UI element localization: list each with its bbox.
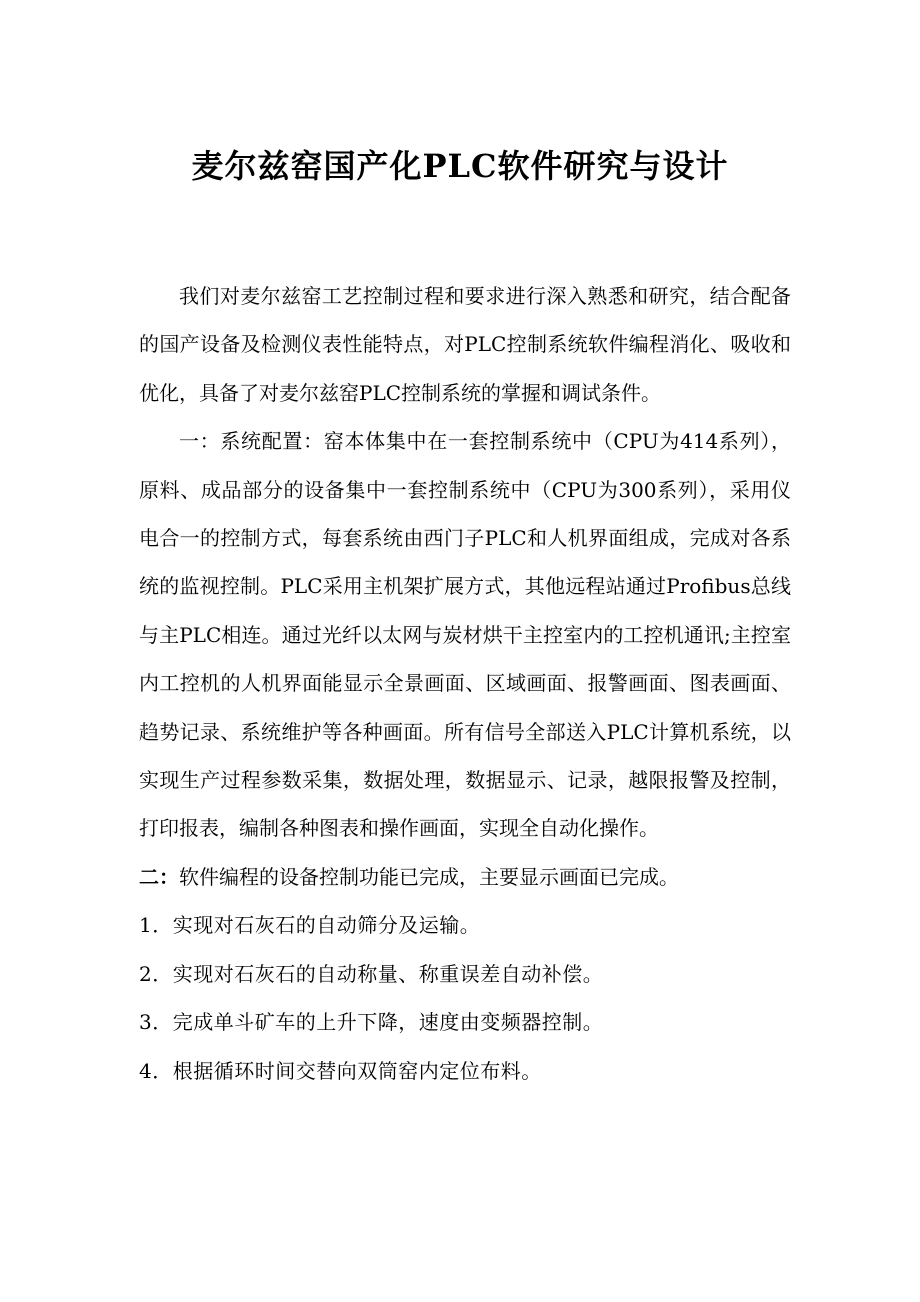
list-item: 4．根据循环时间交替向双筒窑内定位布料。 xyxy=(139,1058,542,1083)
document-title: 麦尔兹窑国产化PLC软件研究与设计 xyxy=(191,147,729,185)
list-item: 3．完成单斗矿车的上升下降，速度由变频器控制。 xyxy=(139,1010,604,1035)
list-item: 2．实现对石灰石的自动称量、称重误差自动补偿。 xyxy=(139,961,604,986)
section-heading-text: 软件编程的设备控制功能已完成，主要显示画面已完成。 xyxy=(179,864,679,889)
system-config-paragraph: 一：系统配置：窑本体集中在一套控制系统中（CPU为414系列），原料、成品部分的设备集中一套控制系统中（CPU为300系列），采用仪电合一的控制方式，每套系统由西门子PLC和人机界面组成，完成对各系统的监视控制。PLC采用主机架扩展方式，其他远程站通过Profibus总线与主PLC相连。通过光纤以太网与炭材烘干主控室内的工控机通讯;主控室内工控机的人机界面能显示全景画面、区域画面、报警画面、图表画面、趋势记录、系统维护等各种画面。所有信号全部送入PLC计算机系统，以实现生产过程参数采集，数据处理，数据显示、记录，越限报警及控制，打印报表，编制各种图表和操作画面，实现全自动化操作。 xyxy=(139,429,791,841)
document-body xyxy=(139,272,791,1095)
intro-paragraph: 我们对麦尔兹窑工艺控制过程和要求进行深入熟悉和研究，结合配备的国产设备及检测仪表性能特点，对PLC控制系统软件编程消化、吸收和优化，具备了对麦尔兹窑PLC控制系统的掌握和调试条件。 xyxy=(139,284,791,405)
section-number: 二： xyxy=(139,864,179,889)
list-item: 1．实现对石灰石的自动筛分及运输。 xyxy=(139,913,481,938)
software-section-heading xyxy=(139,853,791,901)
